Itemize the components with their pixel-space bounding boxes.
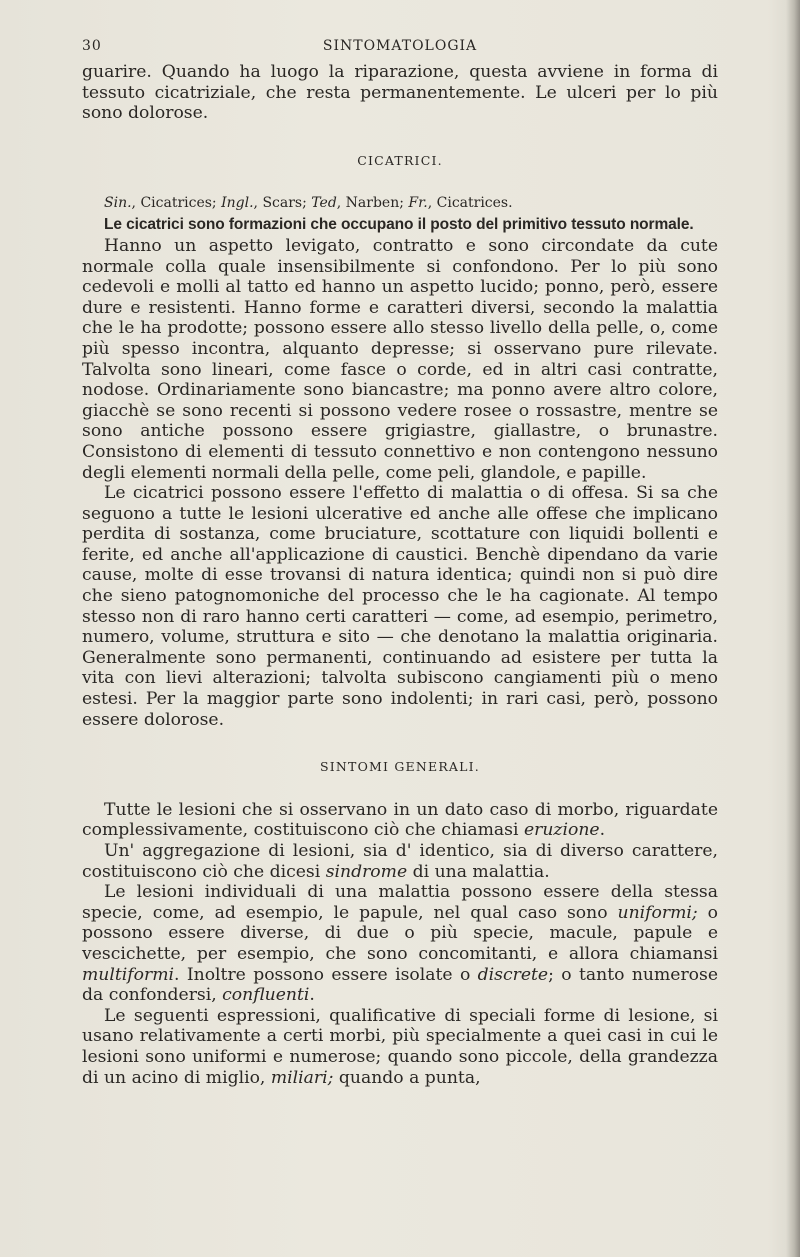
term-eruzione: eruzione [523, 820, 600, 841]
paragraph-appearance: Hanno un aspetto levigato, contratto e sono circondate da cute normale colla quale insensibilmente si confondono. Per lo più sono cedevoli e molli al tatto ed hanno un aspetto lucido; ponno, però, essere dure e resistenti. Hanno forme e caratteri diversi, secondo la malattia che le ha prodotte; possono essere allo stesso livello della pelle, o, come più spesso incontra, alquanto depresse; si osservano pure rilevate. Talvolta sono lineari, come fasce o corde, ed in altri casi contratte, nodose. Ordinariamente sono biancastre; ma ponno avere altro colore, giacchè se sono recenti si possono vedere rosee o rossastre, mentre se sono antiche possono essere grigiastre, giallastre, o brunastre. Consistono di elementi di tessuto connettivo e non contengono nessuno degli elementi normali della pelle, come peli, glandole, e papille. [82, 235, 718, 483]
synonym-fr: , Cicatrices. [427, 195, 513, 212]
term-confluenti: confluenti [222, 985, 310, 1006]
paragraph-eruzione [82, 800, 718, 841]
term-sindrome: sindrome [325, 861, 408, 882]
paragraph-causes: Le cicatrici possono essere l'effetto di malattia o di offesa. Si sa che seguono a tutte le lesioni ulcerative ed anche alle offese che implicano perdita di sostanza, come bruciature, scottature con liquidi bollenti e ferite, ed anche all'applicazione di caustici. Benchè dipendano da varie cause, molte di esse trovansi di natura identica; quindi non si può dire che sieno patognomoniche del processo che le ha cagionate. Al tempo stesso non di raro hanno certi caratteri — come, ad esempio, perimetro, numero, volume, struttura e sito — che denotano la malattia originaria. Generalmente sono permanenti, continuando ad esistere per tutta la vita con lievi alterazioni; talvolta subiscono cangiamenti più o meno estesi. Per la maggior parte sono indolenti; in rari casi, però, possono essere dolorose. [82, 483, 718, 730]
text: . Inoltre possono essere isolate o [174, 964, 478, 985]
text: Tutte le lesioni che si osservano in un dato caso di morbo, riguardate complessivamente, costituiscono ciò che chiamasi [82, 799, 718, 841]
section-title-cicatrici: CICATRICI. [357, 152, 443, 168]
paragraph-sindrome [82, 841, 718, 882]
text: di una malattia. [407, 861, 550, 882]
term-miliari: miliari; [270, 1067, 334, 1088]
text: Le lesioni individuali di una malattia possono essere della stessa specie, come, ad esempio, le papule, nel qual caso sono [82, 882, 718, 923]
text: ; o tanto numerose da confondersi, [82, 964, 718, 1006]
synonym-ingl: , Scars; [253, 195, 312, 212]
page-content [82, 62, 718, 1088]
section-title-sintomi-generali: SINTOMI GENERALI. [320, 759, 480, 775]
term-uniformi: uniformi; [617, 902, 698, 923]
synonym-label-ingl: Ingl. [221, 195, 254, 212]
definition: Le cicatrici sono formazioni che occupano il posto del primitivo tessuto normale. [104, 216, 694, 234]
text: quando a punta, [333, 1067, 481, 1088]
synonym-ted: , Narben; [336, 195, 409, 212]
page-edge-shadow [786, 0, 800, 1257]
term-multiformi: multiformi [82, 964, 174, 985]
text: Le seguenti espressioni, qualificative di speciali forme di lesione, si usano relativamente a certi morbi, più specialmente a quei casi in cui le lesioni sono uniformi e numerose; quando sono piccole, della grandezza di un acino di miglio, [82, 1005, 718, 1088]
synonym-label-fr: Fr. [408, 195, 428, 212]
paragraph-espressioni [82, 1006, 718, 1088]
synonym-label-sin: Sin. [104, 195, 132, 212]
text: . [599, 820, 606, 841]
synonym-label-ted: Ted [311, 195, 337, 212]
term-discrete: discrete [477, 964, 549, 985]
running-title: SINTOMATOLOGIA [322, 38, 478, 54]
synonym-sin: , Cicatrices; [131, 195, 222, 212]
paragraph-forme [82, 882, 718, 1006]
page-header [82, 38, 718, 62]
page-number: 30 [82, 38, 102, 54]
text: o possono essere diverse, di due o più specie, macule, papule e vescichette, per esempio, che sono concomitanti, e allora chiamansi [82, 902, 718, 964]
intro-paragraph: guarire. Quando ha luogo la riparazione, questa avviene in forma di tessuto cicatriziale, che resta permanentemente. Le ulceri per lo più sono dolorose. [82, 62, 718, 124]
text: Un' aggregazione di lesioni, sia d' identico, sia di diverso carattere, costituiscono ciò che dicesi [82, 841, 718, 882]
text: . [309, 985, 315, 1006]
synonyms-line [82, 193, 718, 213]
